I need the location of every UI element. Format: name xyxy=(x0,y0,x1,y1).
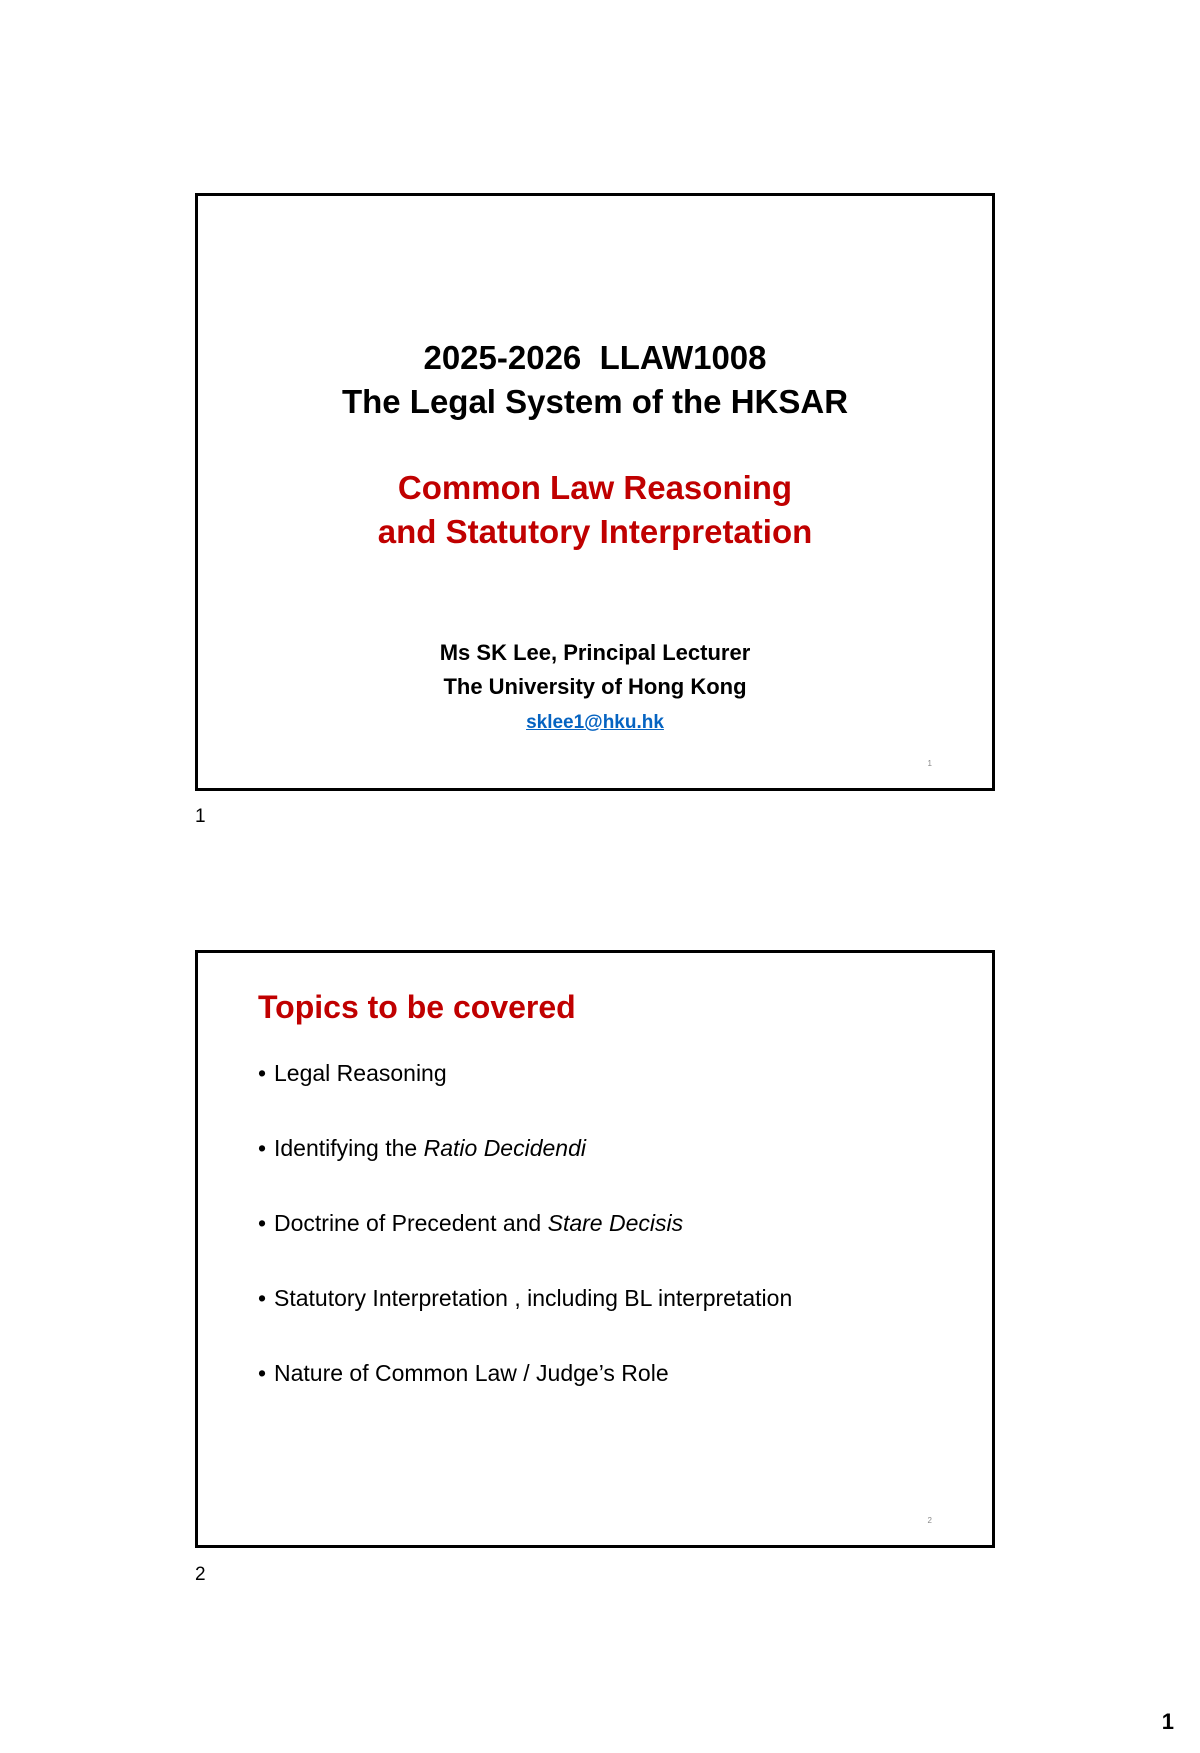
list-item: • Identifying the Ratio Decidendi xyxy=(258,1135,586,1161)
list-item: • Legal Reasoning xyxy=(258,1060,447,1086)
slide-1-subtitle xyxy=(198,466,992,554)
bullet-icon: • xyxy=(258,1210,267,1236)
author-email-link[interactable]: sklee1@hku.hk xyxy=(526,712,664,733)
list-item: • Doctrine of Precedent and Stare Decisis xyxy=(258,1210,684,1236)
course-code: 2025-2026 LLAW1008 xyxy=(423,339,767,376)
bullet-icon: • xyxy=(258,1060,267,1086)
author-institution: The University of Hong Kong xyxy=(443,674,747,699)
bullet-icon: • xyxy=(258,1285,267,1311)
page-number: 1 xyxy=(1161,1709,1174,1734)
author-name: Ms SK Lee, Principal Lecturer xyxy=(439,640,751,665)
subtitle-line-1: Common Law Reasoning xyxy=(397,469,793,506)
slide-2-number: 2 xyxy=(927,1516,932,1525)
slide-1-caption: 1 xyxy=(195,806,206,827)
slide-1-title xyxy=(198,336,992,424)
slide-1-number: 1 xyxy=(927,759,932,768)
slide-2-heading: Topics to be covered xyxy=(258,989,576,1025)
subtitle-line-2: and Statutory Interpretation xyxy=(377,513,813,550)
list-item: • Nature of Common Law / Judge’s Role xyxy=(258,1360,669,1386)
list-item: • Statutory Interpretation , including BL interpretation xyxy=(258,1285,793,1311)
slide-2-caption: 2 xyxy=(195,1564,206,1585)
slide-1 xyxy=(195,193,995,791)
slide-2 xyxy=(195,950,995,1548)
author-block xyxy=(198,636,992,738)
bullet-icon: • xyxy=(258,1135,267,1161)
topics-list xyxy=(258,1058,952,1433)
bullet-icon: • xyxy=(258,1360,267,1386)
course-name: The Legal System of the HKSAR xyxy=(341,383,849,420)
